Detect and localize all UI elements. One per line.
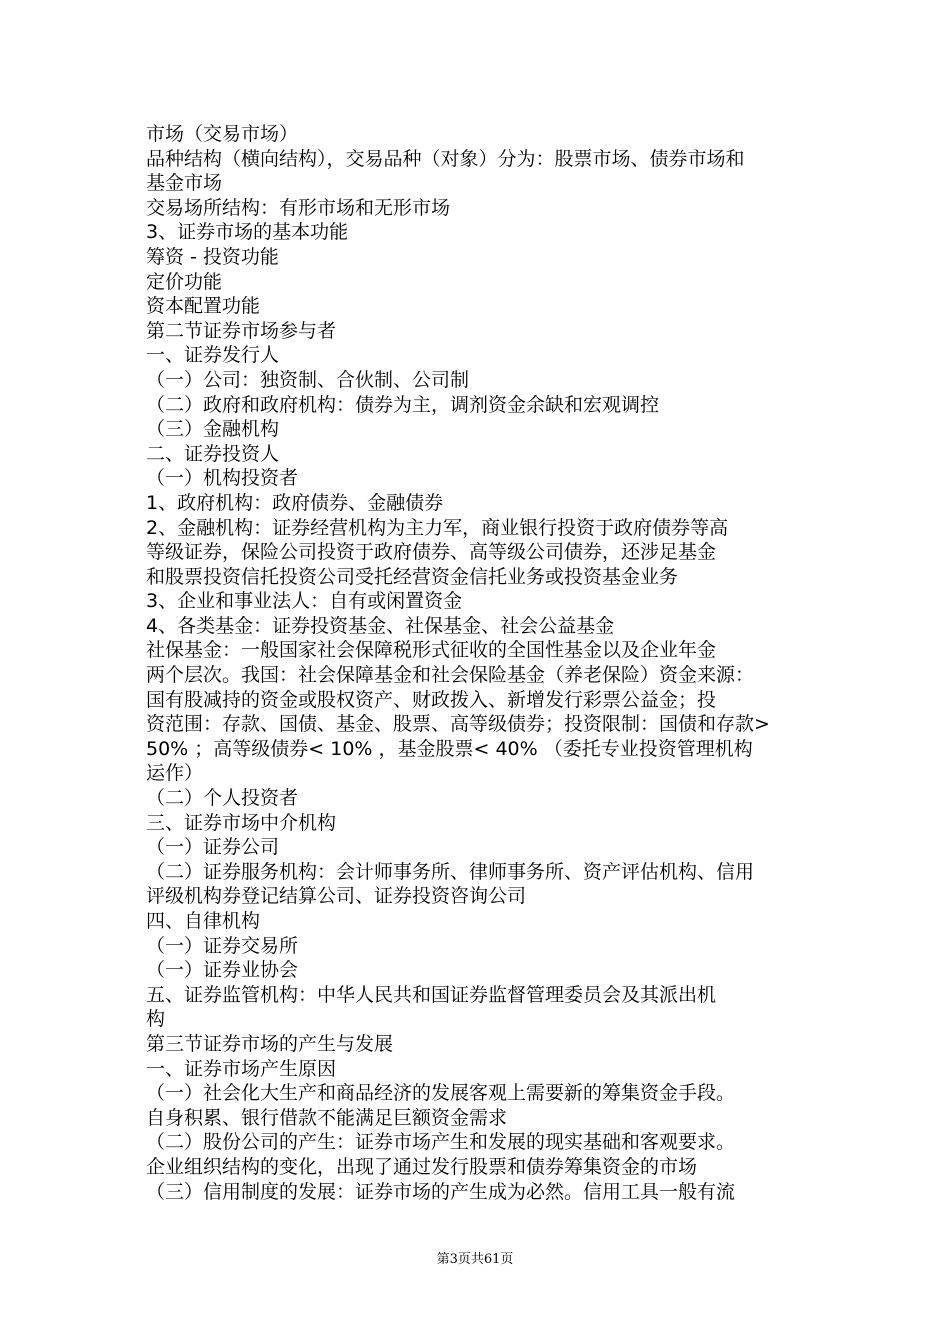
page-footer: 第3页共61页	[436, 1252, 514, 1267]
text-line: 等级证券，保险公司投资于政府债券、高等级公司债券，还涉足基金	[146, 541, 717, 564]
text-line: 运作）	[146, 762, 204, 785]
text-line: （三）金融机构	[146, 418, 280, 441]
text-line: 第三节证券市场的产生与发展	[146, 1032, 394, 1055]
text-line: （一）证券公司	[146, 836, 280, 859]
text-line: 两个层次。我国：社会保障基金和社会保险基金（养老保险）资金来源：	[146, 664, 755, 687]
text-line: 评级机构券登记结算公司、证券投资咨询公司	[146, 885, 527, 908]
text-line: 定价功能	[146, 270, 223, 293]
text-line: 二、证券投资人	[146, 442, 280, 465]
text-line: （二）股份公司的产生：证券市场产生和发展的现实基础和客观要求。	[146, 1131, 736, 1154]
document-body	[146, 122, 816, 1204]
text-line: 50% ；高等级债券< 10% ，基金股票< 40% （委托专业投资管理机构	[146, 737, 753, 760]
text-line: （一）社会化大生产和商品经济的发展客观上需要新的筹集资金手段。	[146, 1082, 736, 1105]
text-line: 五、证券监管机构：中华人民共和国证券监督管理委员会及其派出机	[146, 983, 717, 1006]
text-line: 2、金融机构：证券经营机构为主力军，商业银行投资于政府债券等高	[146, 516, 729, 539]
text-line: 市场（交易市场）	[146, 123, 299, 145]
text-line: 一、证券发行人	[146, 344, 280, 367]
text-line: 第二节证券市场参与者	[146, 319, 337, 342]
text-line: 基金市场	[146, 172, 223, 195]
text-line: （三）信用制度的发展：证券市场的产生成为必然。信用工具一般有流	[146, 1180, 736, 1203]
text-line: 社保基金：一般国家社会保障税形式征收的全国性基金以及企业年金	[146, 639, 717, 662]
text-line: 4、各类基金：证券投资基金、社保基金、社会公益基金	[146, 614, 615, 637]
text-line: 资范围：存款、国债、基金、股票、高等级债券；投资限制：国债和存款>	[146, 713, 770, 736]
text-line: 和股票投资信托投资公司受托经营资金信托业务或投资基金业务	[146, 565, 679, 588]
text-line: 交易场所结构：有形市场和无形市场	[146, 196, 451, 219]
text-line: 构	[146, 1008, 166, 1031]
text-line: 筹资 - 投资功能	[146, 245, 279, 268]
text-line: 资本配置功能	[146, 295, 261, 318]
text-line: 四、自律机构	[146, 910, 261, 932]
text-line: （一）证券交易所	[146, 934, 299, 957]
text-line: 3、企业和事业法人：自有或闲置资金	[146, 590, 463, 613]
text-line: （一）证券业协会	[146, 959, 299, 982]
text-line: （二）个人投资者	[146, 787, 299, 810]
text-line: 三、证券市场中介机构	[146, 811, 337, 834]
text-line: （二）政府和政府机构：债券为主，调剂资金余缺和宏观调控	[146, 393, 660, 416]
text-line: 企业组织结构的变化，出现了通过发行股票和债券筹集资金的市场	[146, 1155, 698, 1178]
text-line: （二）证券服务机构：会计师事务所、律师事务所、资产评估机构、信用	[146, 860, 755, 883]
text-line: 品种结构（横向结构），交易品种（对象）分为：股票市场、债券市场和	[146, 147, 745, 170]
text-line: 1、政府机构：政府债券、金融债券	[146, 491, 444, 514]
text-line: 一、证券市场产生原因	[146, 1057, 337, 1080]
text-line: （一）公司：独资制、合伙制、公司制	[146, 368, 470, 391]
text-line: 自身积累、银行借款不能满足巨额资金需求	[146, 1106, 508, 1129]
text-line: （一）机构投资者	[146, 467, 299, 490]
text-line: 国有股减持的资金或股权资产、财政拨入、新增发行彩票公益金；投	[146, 688, 717, 711]
text-line: 3、证券市场的基本功能	[146, 221, 349, 244]
